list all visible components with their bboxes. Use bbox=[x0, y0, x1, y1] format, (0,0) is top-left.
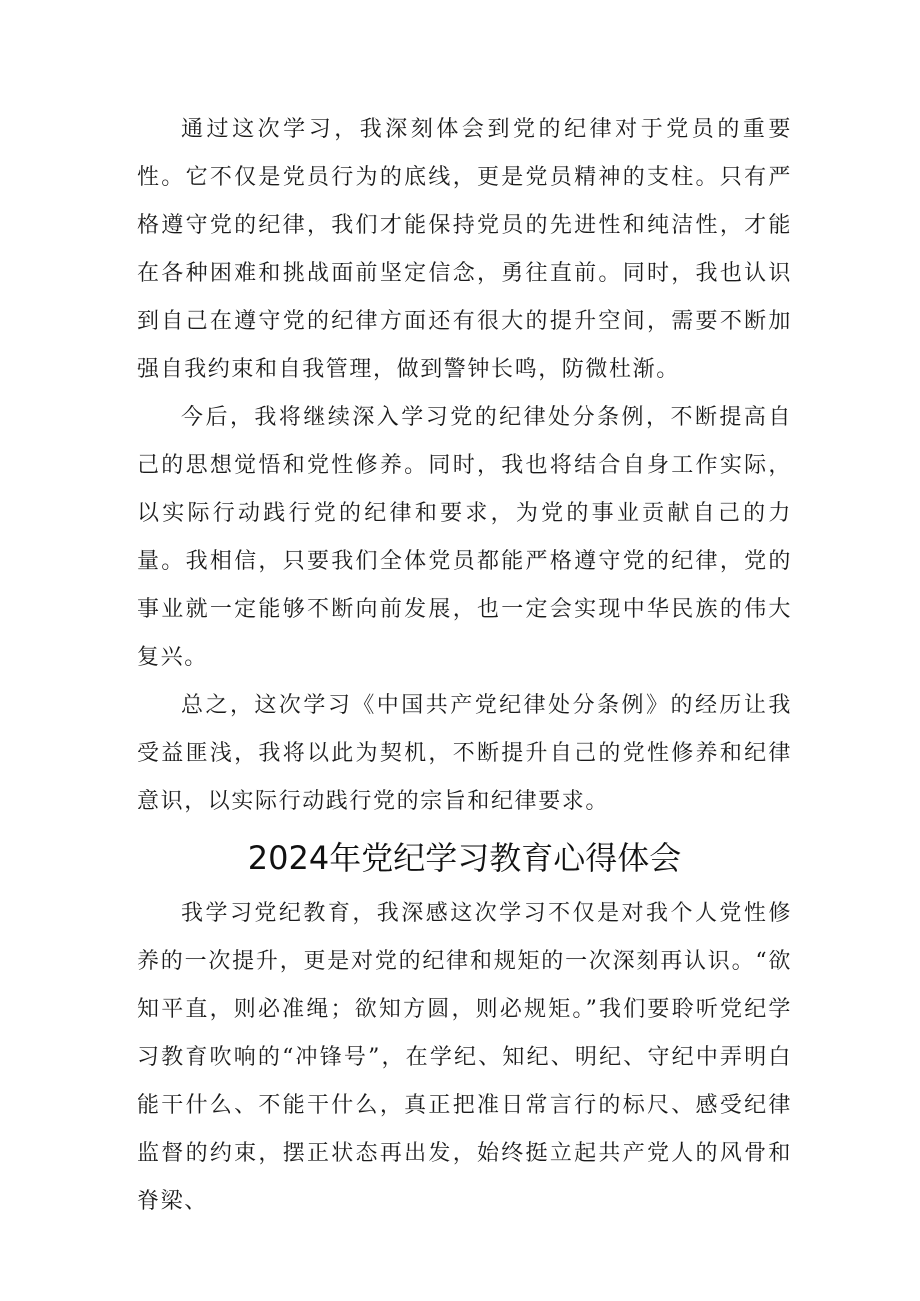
paragraph-intro: 我学习党纪教育，我深感这次学习不仅是对我个人党性修养的一次提升，更是对党的纪律和规矩的一次深刻再认识。“欲知平直，则必准绳；欲知方圆，则必规矩。”我们要聆听党纪学习教育吹响的“冲锋号”，在学纪、知纪、明纪、守纪中弄明白能干什么、不能干什么，真正把准日常言行的标尺、感受纪律监督的约束，摆正状态再出发，始终挺立起共产党人的风骨和脊梁、 bbox=[137, 901, 792, 1214]
section-2-body bbox=[137, 890, 792, 1226]
article-title: 2024年党纪学习教育心得体会 bbox=[247, 839, 682, 877]
paragraph-study-reflection: 通过这次学习，我深刻体会到党的纪律对于党员的重要性。它不仅是党员行为的底线，更是党员精神的支柱。只有严格遵守党的纪律，我们才能保持党员的先进性和纯洁性，才能在各种困难和挑战面前坚定信念，勇往直前。同时，我也认识到自己在遵守党的纪律方面还有很大的提升空间，需要不断加强自我约束和自我管理，做到警钟长鸣，防微杜渐。 bbox=[137, 117, 792, 382]
section-1-body bbox=[137, 106, 792, 826]
paragraph-future-plan: 今后，我将继续深入学习党的纪律处分条例，不断提高自己的思想觉悟和党性修养。同时，我也将结合自身工作实际，以实际行动践行党的纪律和要求，为党的事业贡献自己的力量。我相信，只要我们全体党员都能严格遵守党的纪律，党的事业就一定能够不断向前发展，也一定会实现中华民族的伟大复兴。 bbox=[137, 405, 792, 670]
paragraph-conclusion: 总之，这次学习《中国共产党纪律处分条例》的经历让我受益匪浅，我将以此为契机，不断提升自己的党性修养和纪律意识，以实际行动践行党的宗旨和纪律要求。 bbox=[137, 693, 792, 814]
